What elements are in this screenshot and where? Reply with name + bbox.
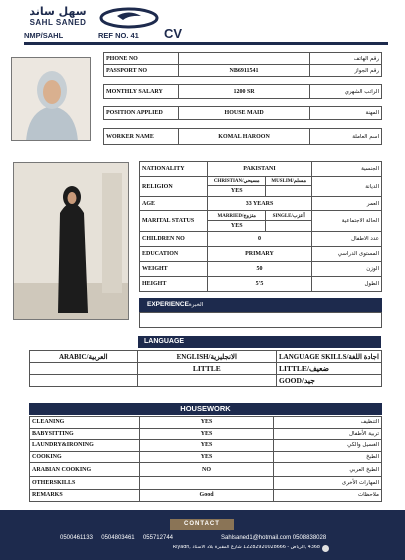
housework-row	[30, 417, 382, 429]
nationality-row	[140, 162, 382, 177]
height-label-ar: الطول	[312, 277, 382, 292]
age-row	[140, 197, 382, 211]
cooking-value: YES	[139, 451, 273, 463]
marital-label-ar: الحالة الاجتماعية	[312, 211, 382, 232]
logo-block	[22, 6, 94, 28]
brand-arabic-name: سهل ساند	[29, 5, 87, 18]
experience-label: EXPERIENCE	[147, 301, 189, 308]
religion-label: RELIGION	[140, 177, 208, 197]
other-skills-label-ar: المهارات الأخرى	[274, 477, 382, 490]
salary-label: MONTHLY SALARY	[104, 85, 179, 99]
remarks-label-ar: ملاحظات	[274, 490, 382, 502]
portrait-photo	[11, 57, 91, 141]
language-skills: LANGUAGE SKILLS/اجادة اللغة	[276, 351, 381, 363]
header-rule	[24, 42, 388, 45]
religion-muslim-option: MUSLIM/مسلم	[266, 177, 312, 186]
religion-label-ar: الديانة	[312, 177, 382, 197]
laundry-label-ar: الغسيل والكي	[274, 440, 382, 452]
marital-single-option: SINGLE/أعزب	[266, 211, 312, 221]
contact-title: CONTACT	[184, 521, 220, 527]
worker-name-label: WORKER NAME	[104, 129, 179, 145]
little-label: LITTLE/ضعيف	[276, 363, 381, 375]
cooking-label: COOKING	[30, 451, 140, 463]
other-skills-label: OTHERSKILLS	[30, 477, 140, 490]
language-little-row	[30, 363, 382, 375]
marital-value-empty	[266, 221, 312, 232]
religion-value: YES	[208, 186, 266, 197]
good-label: GOOD/جيد	[276, 375, 381, 387]
babysitting-value: YES	[139, 428, 273, 440]
brand-english-name: SAHL SANED	[29, 18, 87, 27]
experience-box	[139, 312, 382, 328]
marital-value: YES	[208, 221, 266, 232]
cleaning-value: YES	[139, 417, 273, 429]
remarks-value: Good	[139, 490, 273, 502]
cleaning-label: CLEANING	[30, 417, 140, 429]
arabian-cooking-label: ARABIAN COOKING	[30, 463, 140, 477]
housework-row	[30, 490, 382, 502]
height-label: HEIGHT	[140, 277, 208, 292]
full-body-photo	[13, 162, 129, 320]
passport-value: NB6911541	[178, 65, 309, 77]
nationality-label-ar: الجنسية	[312, 162, 382, 177]
marital-options-row	[140, 211, 382, 221]
language-header-row	[30, 351, 382, 363]
arabic-little-cell	[30, 363, 138, 375]
age-label: AGE	[140, 197, 208, 211]
education-label-ar: المستوى الدراسي	[312, 247, 382, 262]
age-value: 33 YEARS	[208, 197, 312, 211]
education-label: EDUCATION	[140, 247, 208, 262]
religion-value-empty	[266, 186, 312, 197]
ref-number: REF NO. 41	[98, 31, 139, 40]
age-label-ar: العمر	[312, 197, 382, 211]
experience-header	[139, 298, 382, 312]
laundry-value: YES	[139, 440, 273, 452]
religion-christian-option: CHRISTIAN/مسيحي	[208, 177, 266, 186]
position-table	[103, 106, 382, 120]
nationality-label: NATIONALITY	[140, 162, 208, 177]
position-label-ar: المهنة	[310, 107, 382, 120]
salary-table	[103, 84, 382, 99]
language-english: ENGLISH/الانجليزية	[137, 351, 276, 363]
weight-row	[140, 262, 382, 277]
children-label-ar: عدد الاطفال	[312, 232, 382, 247]
language-title: LANGUAGE	[144, 338, 185, 345]
language-good-row	[30, 375, 382, 387]
experience-label-ar: الخبرة	[188, 302, 204, 308]
weight-value: 50	[208, 262, 312, 277]
contact-footer	[0, 510, 405, 560]
phone-row	[104, 53, 382, 65]
housework-row	[30, 428, 382, 440]
contact-email: Sahlsaned1@hotmail.com 0508838028	[221, 535, 327, 541]
weight-label-ar: الوزن	[312, 262, 382, 277]
phone-value	[178, 53, 309, 65]
worker-name-table	[103, 128, 382, 145]
children-label: CHILDREN NO	[140, 232, 208, 247]
language-arabic: ARABIC/العربية	[30, 351, 138, 363]
children-value: 0	[208, 232, 312, 247]
phone-label-ar: رقم الهاتف	[310, 53, 382, 65]
english-good-cell	[137, 375, 276, 387]
marital-label: MARITAL STATUS	[140, 211, 208, 232]
children-row	[140, 232, 382, 247]
language-table	[29, 350, 382, 387]
logo-icon	[99, 7, 159, 29]
education-row	[140, 247, 382, 262]
arabian-cooking-value: NO	[139, 463, 273, 477]
personal-details-table	[139, 161, 382, 292]
nmp-code: NMP/SAHL	[24, 31, 64, 40]
housework-row	[30, 451, 382, 463]
nationality-value: PAKISTANI	[208, 162, 312, 177]
contact-phones: 0500461133 0504803461 055712744	[60, 535, 173, 541]
cleaning-label-ar: التنظيف	[274, 417, 382, 429]
language-header	[138, 336, 381, 348]
other-skills-value	[139, 477, 273, 490]
marital-married-option: MARRIED/متزوج	[208, 211, 266, 221]
arabic-good-cell	[30, 375, 138, 387]
weight-label: WEIGHT	[140, 262, 208, 277]
passport-label-ar: رقم الجواز	[310, 65, 382, 77]
remarks-label: REMARKS	[30, 490, 140, 502]
arabian-cooking-label-ar: الطبخ العربي	[274, 463, 382, 477]
housework-title: HOUSEWORK	[180, 404, 231, 413]
phone-label: PHONE NO	[104, 53, 179, 65]
height-value: 5'5	[208, 277, 312, 292]
housework-table	[29, 416, 382, 502]
height-row	[140, 277, 382, 292]
location-pin-icon	[322, 545, 329, 552]
worker-name-value: KOMAL HAROON	[178, 129, 309, 145]
top-info-table	[103, 52, 382, 77]
english-level: LITTLE	[137, 363, 276, 375]
housework-row	[30, 477, 382, 490]
salary-label-ar: الراتب الشهري	[310, 85, 382, 99]
position-label: POSITION APPLIED	[104, 107, 179, 120]
religion-options-row	[140, 177, 382, 186]
passport-row	[104, 65, 382, 77]
position-value: HOUSE MAID	[178, 107, 309, 120]
babysitting-label-ar: تربية الأطفال	[274, 428, 382, 440]
cooking-label-ar: الطبخ	[274, 451, 382, 463]
cv-label: CV	[164, 26, 183, 41]
salary-value: 1200 SR	[178, 85, 309, 99]
housework-row	[30, 463, 382, 477]
housework-row	[30, 440, 382, 452]
contact-badge	[170, 519, 234, 530]
education-value: PRIMARY	[208, 247, 312, 262]
laundry-label: LAUNDRY&IRONING	[30, 440, 140, 452]
housework-header	[29, 403, 382, 415]
contact-address: 4368 ,الرياض - 12282920028666 شارع المقبرة بلاد الأستاذ ,Riyadh	[172, 545, 320, 550]
babysitting-label: BABYSITTING	[30, 428, 140, 440]
passport-label: PASSPORT NO	[104, 65, 179, 77]
worker-name-label-ar: اسم العاملة	[310, 129, 382, 145]
